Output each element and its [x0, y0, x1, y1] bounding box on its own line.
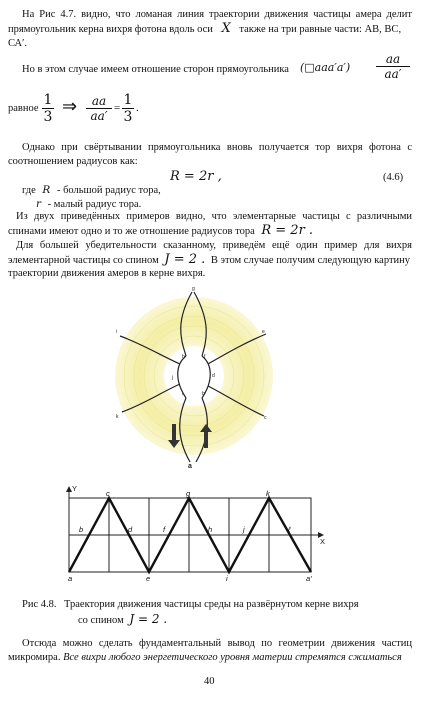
fraction-one-third-a: 1 3 — [43, 92, 53, 125]
page-number: 40 — [204, 676, 215, 687]
graph-label-i: i — [226, 574, 228, 582]
equal-label: равное — [8, 103, 39, 114]
x-axis-label: X — [320, 537, 326, 546]
formula-4-6: R = 2r , — [170, 169, 222, 184]
fraction-aa: aa aa′ — [86, 94, 112, 123]
rectangle-expression: (□aaa′a′) — [300, 61, 351, 74]
paragraph-6-line-1: Для большей убедительности сказанному, приведём ещё один пример для вихря — [16, 240, 412, 251]
paragraph-1-line-2: прямоугольник керна вихря фотона вдоль оси X также на три равные части: АВ, ВС, — [8, 21, 402, 36]
graph-label-l: ℓ — [288, 525, 291, 534]
figure-caption-label: Рис 4.8. — [22, 599, 57, 610]
torus-label-d: d — [212, 373, 215, 379]
graph-label-a: a — [68, 574, 73, 582]
torus-label-k: k — [116, 414, 119, 420]
torus-label-a: a — [188, 463, 192, 470]
paragraph-4-line-1: Однако при свёртывании прямоугольника вновь получается тор вихря фотона с — [22, 142, 412, 153]
graph-label-b: b — [79, 525, 84, 534]
axis-variable: X — [221, 21, 231, 36]
graph-label-h: h — [208, 525, 213, 534]
paragraph-7-line-1: Отсюда можно сделать фундаментальный вывод по геометрии движения частиц — [22, 638, 412, 649]
torus-label-j: j — [172, 375, 174, 381]
graph-label-a-prime: a′ — [306, 574, 312, 582]
paragraph-6-line-3: траектории движения амеров в керне вихря. — [8, 268, 206, 279]
torus-label-g: g — [192, 286, 195, 292]
ratio-fraction: aa aa′ — [376, 52, 410, 81]
paragraph-1-line-3: СА′. — [8, 38, 27, 49]
period: . — [136, 102, 139, 114]
graph-label-g: g — [186, 489, 191, 498]
paragraph-7-line-2: микромира. Все вихри любого энергетического уровня материи стремятся сжиматься — [8, 652, 402, 663]
torus-label-e: e — [262, 329, 265, 335]
figure-caption-line-1: Траектория движения частицы среды на развёрнутом керне вихря — [64, 599, 359, 610]
torus-label-b: b — [202, 391, 205, 397]
equation-number: (4.6) — [383, 172, 404, 183]
zigzag-graph — [56, 482, 346, 582]
graph-label-d: d — [128, 525, 133, 534]
torus-label-f: f — [204, 354, 206, 360]
paragraph-5-line-1: Из двух приведённых примеров видно, что элементарные частицы с различными — [16, 211, 412, 222]
torus-label-l: l — [182, 391, 184, 397]
torus-label-c: c — [264, 415, 267, 421]
implies-arrow: ⇒ — [62, 96, 78, 117]
paragraph-1-line-1: На Рис 4.7. видно, что ломаная линия траектории движения частицы амера делит — [22, 9, 412, 20]
where-line-2: r - малый радиус тора. — [36, 198, 142, 210]
paragraph-4-line-2: соотношением радиусов как: — [8, 156, 138, 167]
torus-label-h: h — [182, 354, 185, 360]
graph-label-k: k — [266, 489, 270, 498]
graph-label-c: c — [106, 489, 110, 498]
graph-label-j: j — [243, 525, 245, 534]
equals-sign: = — [114, 102, 121, 114]
torus-label-i: i — [116, 329, 118, 335]
paragraph-6-line-2: элементарной частицы со спином J = 2 . В этом случае получим следующую картину — [8, 252, 411, 267]
graph-label-e: e — [146, 574, 151, 582]
figure-caption-line-2: со спином J = 2 . — [78, 612, 168, 626]
where-line-1: где R - большой радиус тора, — [22, 184, 161, 196]
paragraph-5-line-2: спинами имеют одно и то же отношение радиусов тора R = 2r . — [8, 223, 314, 238]
fraction-one-third-b: 1 3 — [123, 92, 133, 125]
graph-label-f: f — [163, 525, 166, 534]
torus-figure — [112, 284, 276, 470]
y-axis-label: Y — [72, 484, 78, 493]
paragraph-2-text: Но в этом случае имеем отношение сторон прямоугольника — [22, 64, 289, 75]
